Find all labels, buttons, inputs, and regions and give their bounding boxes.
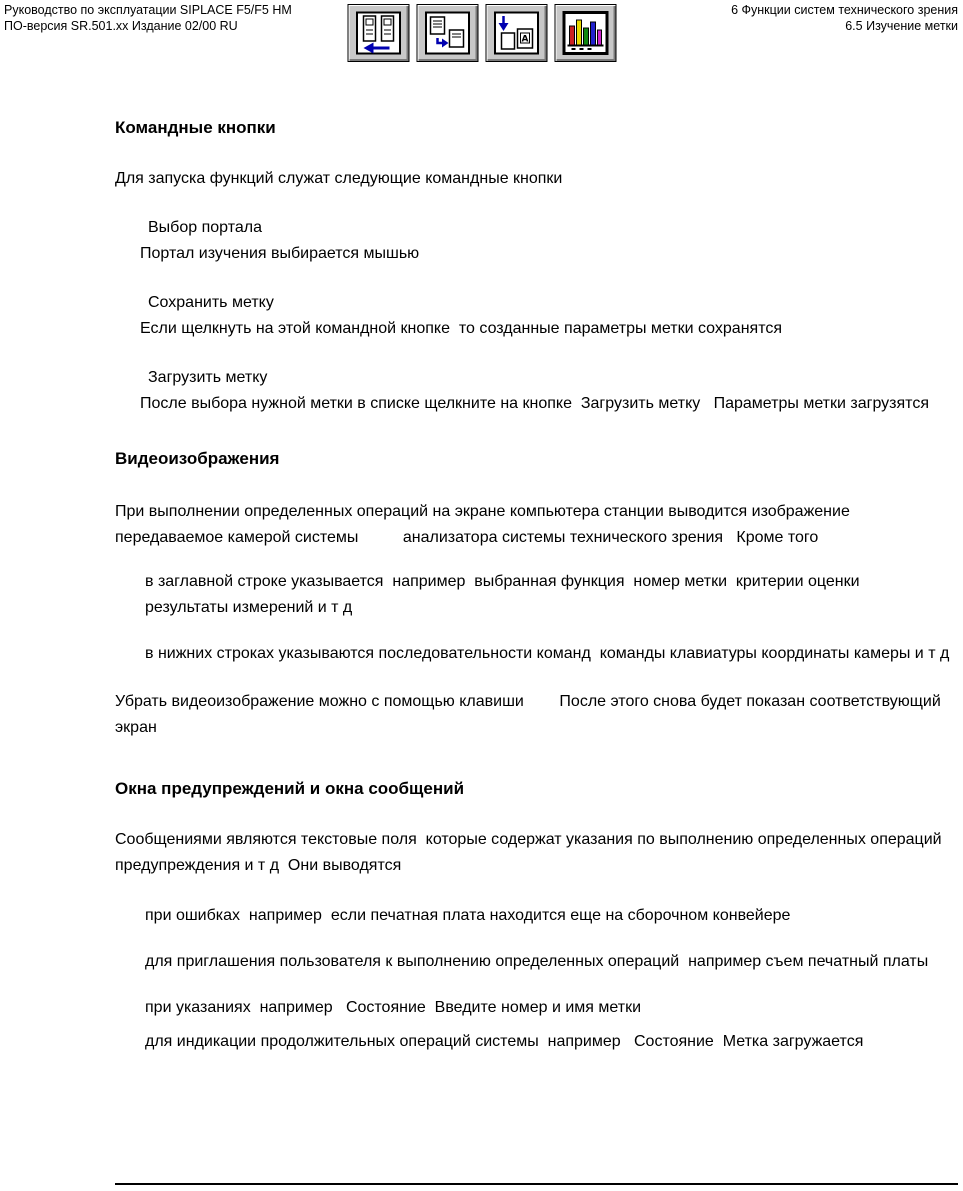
- heading-command-buttons: Командные кнопки: [115, 118, 276, 137]
- message-bullet-errors: при ошибках например если печатная плата находится еще на сборочном конвейере: [145, 907, 791, 924]
- command-item-save-mark: [115, 290, 950, 342]
- document-body: [115, 0, 950, 1055]
- footer-divider: [115, 1183, 958, 1185]
- svg-text:A: A: [521, 34, 528, 45]
- heading-message-windows: Окна предупреждений и окна сообщений: [115, 779, 465, 798]
- video-images-paragraph: При выполнении определенных операций на экране компьютера станции выводится изображение передаваемое камерой системы анализатора системы технического зрения Кроме того: [115, 503, 859, 546]
- command-item-portal: [115, 215, 950, 267]
- video-bullet-titlebar: в заглавной строке указывается например выбранная функция номер метки критерии оценки результаты измерений и т д: [145, 573, 869, 616]
- message-bullet-instructions: при указаниях например Состояние Введите номер и имя метки: [145, 999, 642, 1016]
- command-item-desc: После выбора нужной метки в списке щелкните на кнопке Загрузить метку Параметры метки загрузятся: [140, 395, 929, 412]
- command-item-title: Загрузить метку: [148, 369, 268, 386]
- header-doc-title: Руководство по эксплуатации SIPLACE F5/F5 HM: [4, 3, 292, 17]
- command-item-desc: Если щелкнуть на этой командной кнопке то созданные параметры метки сохранятся: [140, 320, 783, 337]
- header-version-line: ПО-версия SR.501.xx Издание 02/00 RU: [4, 19, 238, 33]
- video-bullet-bottomlines: в нижних строках указываются последовательности команд команды клавиатуры координаты камеры и т д: [145, 645, 950, 662]
- message-bullet-long-operations: для индикации продолжительных операций системы например Состояние Метка загружается: [145, 1033, 864, 1050]
- header-chapter: 6 Функции систем технического зрения: [731, 3, 958, 17]
- command-item-load-mark: [115, 365, 950, 417]
- message-bullet-prompts: для приглашения пользователя к выполнению определенных операций например съем печатный платы: [145, 953, 929, 970]
- message-windows-paragraph: Сообщениями являются текстовые поля которые содержат указания по выполнению определенных операций предупреждения и т д Они выводятся: [115, 831, 951, 874]
- heading-video-images: Видеоизображения: [115, 449, 280, 468]
- command-item-title: Выбор портала: [148, 219, 262, 236]
- video-images-remove-paragraph: Убрать видеоизображение можно с помощью клавиши После этого снова будет показан соответствующий экран: [115, 693, 946, 736]
- command-item-desc: Портал изучения выбирается мышью: [140, 245, 420, 262]
- command-buttons-intro: Для запуска функций служат следующие командные кнопки: [115, 170, 563, 187]
- header-section: 6.5 Изучение метки: [845, 19, 958, 33]
- command-item-title: Сохранить метку: [148, 294, 274, 311]
